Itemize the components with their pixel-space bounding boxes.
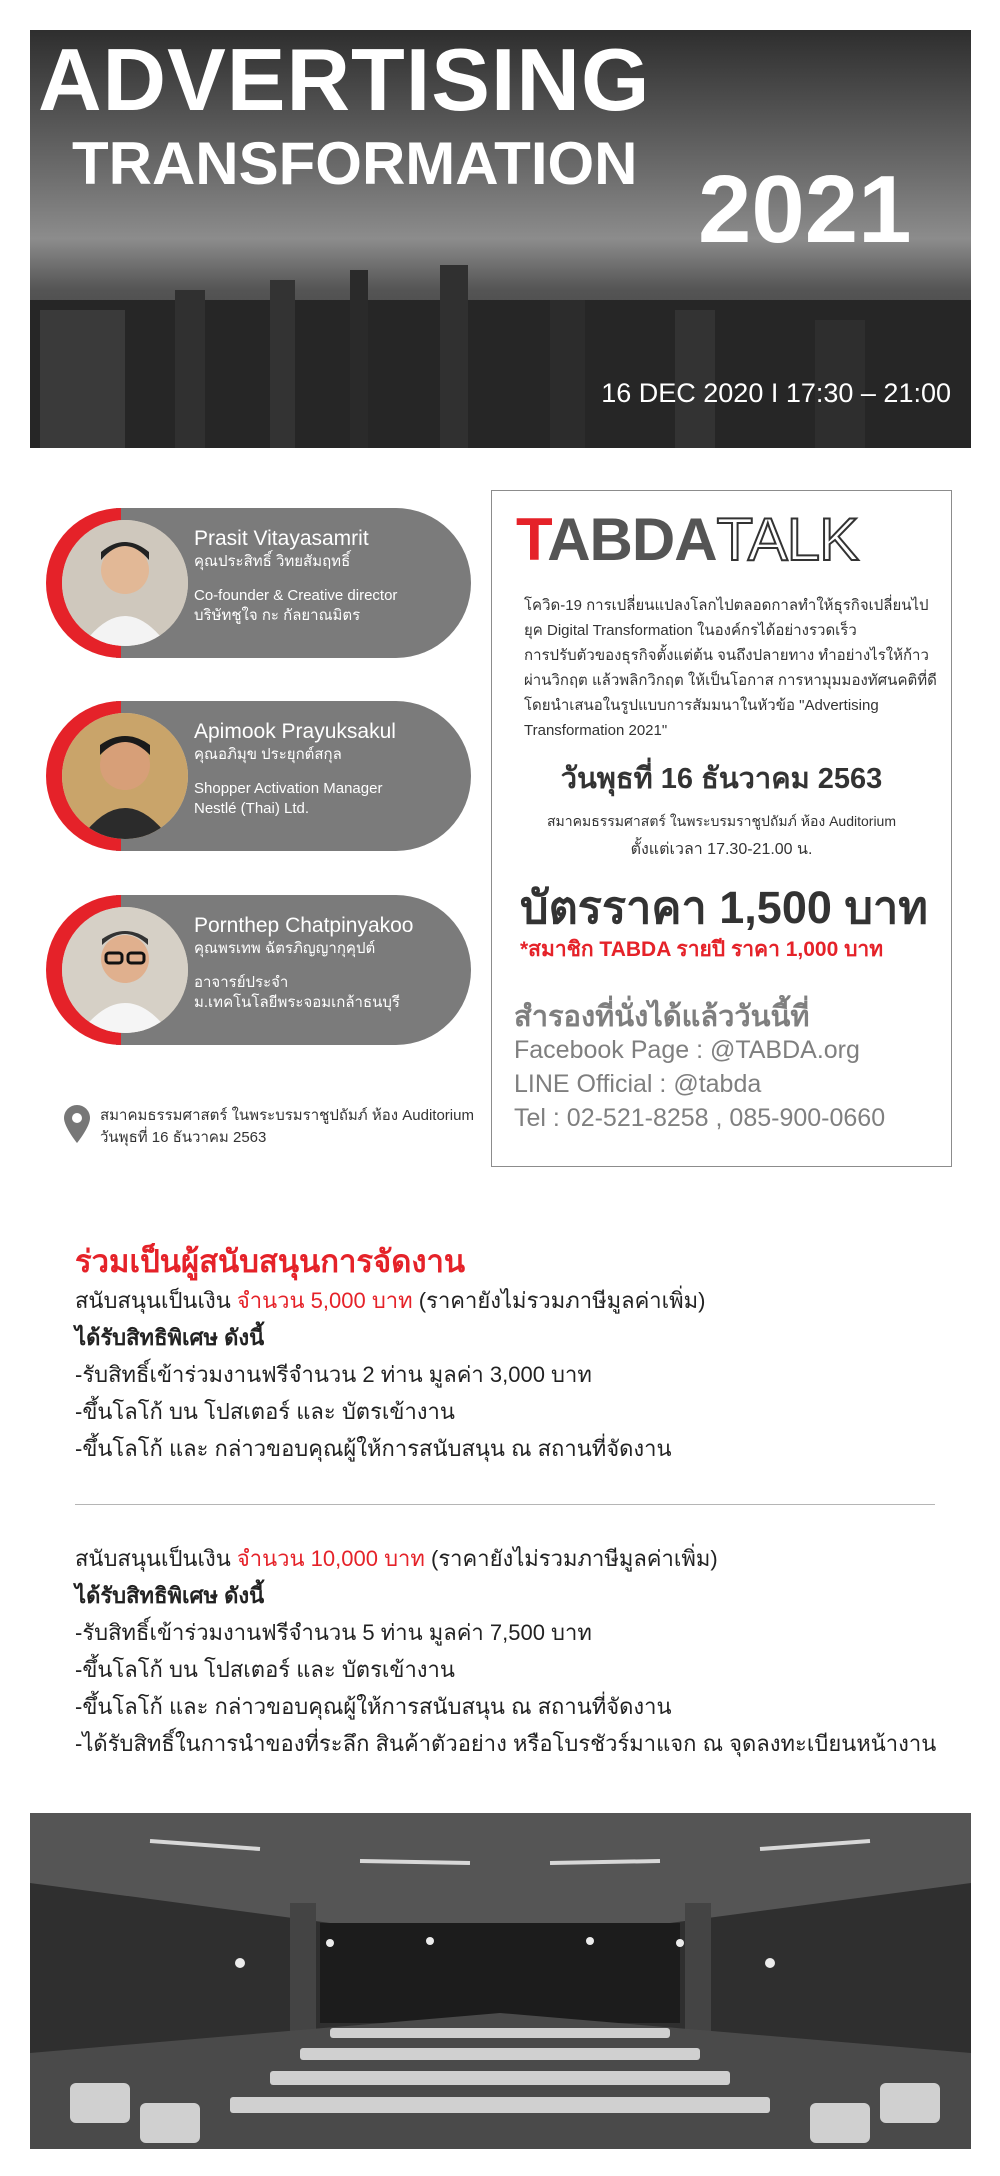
hero-title-line2: TRANSFORMATION [72, 130, 638, 197]
speaker-card [46, 895, 471, 1045]
speaker-photo [62, 520, 188, 646]
event-time: ตั้งแต่เวลา 17.30-21.00 น. [630, 841, 813, 858]
description-line: โดยนำเสนอในรูปแบบการสัมมนาในหัวข้อ "Advertising [524, 697, 879, 714]
speaker-name-thai: คุณอภิมุข ประยุกต์สกุล [194, 746, 342, 763]
benefit-item: -รับสิทธิ์เข้าร่วมงานฟรีจำนวน 5 ท่าน มูลค่า 7,500 บาท [75, 1620, 592, 1645]
sponsor-heading: ร่วมเป็นผู้สนับสนุนการจัดงาน [75, 1244, 466, 1279]
speaker-photo [62, 907, 188, 1033]
hero-year: 2021 [698, 156, 912, 263]
location-date: วันพุธที่ 16 ธันวาคม 2563 [100, 1129, 267, 1146]
benefit-item: -ขึ้นโลโก้ บน โปสเตอร์ และ บัตรเข้างาน [75, 1399, 455, 1424]
booking-heading: สำรองที่นั่งได้แล้ววันนี้ที่ [514, 1001, 810, 1033]
hero-banner [30, 30, 971, 448]
section-divider [75, 1504, 935, 1505]
benefit-item: -ขึ้นโลโก้ บน โปสเตอร์ และ บัตรเข้างาน [75, 1657, 455, 1682]
benefit-item: -ได้รับสิทธิ์ในการนำของที่ระลึก สินค้าตัวอย่าง หรือโบรชัวร์มาแจก ณ จุดลงทะเบียนหน้างาน [75, 1731, 937, 1756]
description-line: Transformation 2021" [524, 722, 668, 739]
speaker-role: Co-founder & Creative director [194, 587, 398, 604]
event-date: วันพุธที่ 16 ธันวาคม 2563 [560, 763, 883, 795]
speaker-role: อาจารย์ประจำ [194, 974, 289, 991]
event-description [524, 593, 939, 743]
description-line: ยุค Digital Transformation ในองค์กรได้อย่างรวดเร็ว [524, 622, 857, 639]
member-price: *สมาชิก TABDA รายปี ราคา 1,000 บาท [520, 938, 884, 961]
sponsor-tier-2 [75, 1540, 955, 1762]
tabda-talk-box [491, 490, 952, 1167]
benefit-item: -รับสิทธิ์เข้าร่วมงานฟรีจำนวน 2 ท่าน มูลค่า 3,000 บาท [75, 1362, 592, 1387]
benefits-title: ได้รับสิทธิพิเศษ ดังนี้ [75, 1325, 265, 1350]
contact-phone: Tel : 02-521-8258 , 085-900-0660 [514, 1104, 886, 1132]
sponsor-tier-amount: สนับสนุนเป็นเงิน จำนวน 10,000 บาท (ราคายังไม่รวมภาษีมูลค่าเพิ่ม) [75, 1546, 718, 1571]
description-line: ผ่านวิกฤต แล้วพลิกวิกฤต ให้เป็นโอกาส การหามุมมองทัศนคติที่ดี [524, 672, 937, 689]
sponsor-section [75, 1242, 955, 1467]
benefit-item: -ขึ้นโลโก้ และ กล่าวขอบคุณผู้ให้การสนับสนุน ณ สถานที่จัดงาน [75, 1436, 672, 1461]
event-venue: สมาคมธรรมศาสตร์ ในพระบรมราชูปถัมภ์ ห้อง Auditorium [546, 813, 896, 829]
speaker-name-thai: คุณพรเทพ ฉัตรภิญญากุคุปต์ [194, 940, 376, 957]
hero-title-line1: ADVERTISING [38, 30, 651, 129]
auditorium-photo [30, 1813, 971, 2149]
speaker-name: Pornthep Chatpinyakoo [194, 914, 414, 937]
description-line: การปรับตัวของธุรกิจตั้งแต่ต้น จนถึงปลายทาง ทำอย่างไรให้ก้าว [524, 647, 929, 664]
speaker-photo [62, 713, 188, 839]
description-line: โควิด-19 การเปลี่ยนแปลงโลกไปตลอดกาลทำให้ธุรกิจเปลี่ยนไป [524, 597, 929, 614]
hero-datetime: 16 DEC 2020 I 17:30 – 21:00 [601, 378, 951, 408]
sponsor-tier-amount: สนับสนุนเป็นเงิน จำนวน 5,000 บาท (ราคายังไม่รวมภาษีมูลค่าเพิ่ม) [75, 1288, 706, 1313]
speaker-card [46, 508, 471, 658]
ticket-price: บัตรราคา 1,500 บาท [520, 882, 928, 933]
speaker-org: บริษัทชูใจ กะ กัลยาณมิตร [194, 607, 361, 624]
benefits-title: ได้รับสิทธิพิเศษ ดังนี้ [75, 1583, 265, 1608]
map-pin-icon [64, 1105, 90, 1143]
contact-line: LINE Official : @tabda [514, 1070, 762, 1098]
speaker-card [46, 701, 471, 851]
speaker-name-thai: คุณประสิทธิ์ วิทยสัมฤทธิ์ [194, 553, 351, 570]
speaker-name: Apimook Prayuksakul [194, 720, 396, 743]
benefit-item: -ขึ้นโลโก้ และ กล่าวขอบคุณผู้ให้การสนับสนุน ณ สถานที่จัดงาน [75, 1694, 672, 1719]
tabda-talk-logo: TABDATALK [516, 506, 859, 573]
speaker-role: Shopper Activation Manager [194, 780, 383, 797]
speaker-org: Nestlé (Thai) Ltd. [194, 800, 310, 817]
speaker-name: Prasit Vitayasamrit [194, 527, 369, 550]
contact-facebook: Facebook Page : @TABDA.org [514, 1036, 860, 1064]
location-venue: สมาคมธรรมศาสตร์ ในพระบรมราชูปถัมภ์ ห้อง Auditorium [100, 1107, 474, 1124]
speaker-org: ม.เทคโนโลยีพระจอมเกล้าธนบุรี [194, 994, 400, 1011]
